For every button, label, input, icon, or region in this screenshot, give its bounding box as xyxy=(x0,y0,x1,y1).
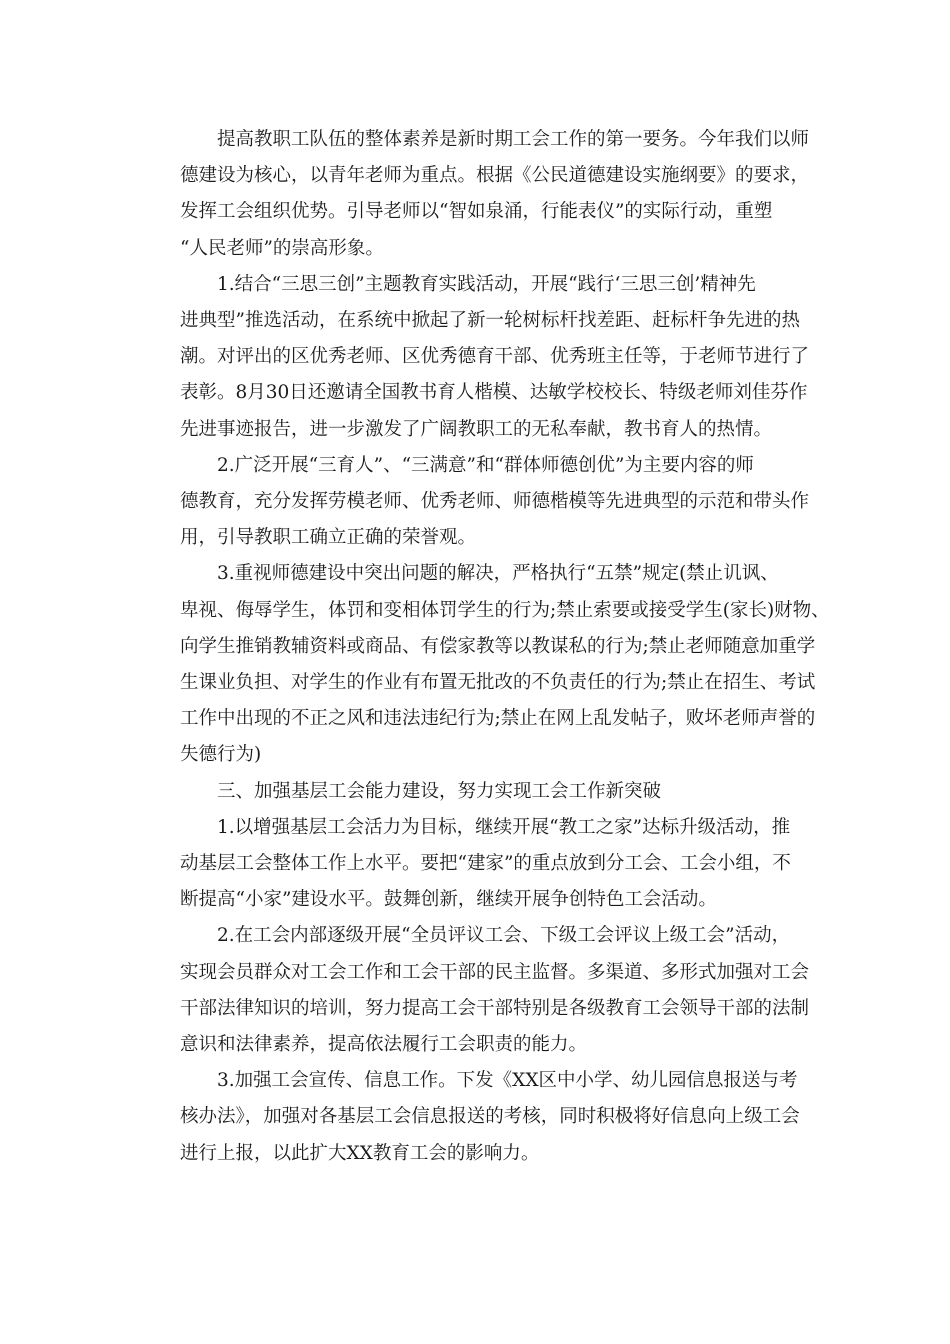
paragraph-section3-item-3 xyxy=(143,1063,823,1172)
text-line: 进典型”推选活动，在系统中掀起了新一轮树标杆找差距、赶标杆争先进的热 xyxy=(180,310,800,332)
text-line: 卑视、侮辱学生，体罚和变相体罚学生的行为;禁止索要或接受学生(家长)财物、 xyxy=(180,599,830,621)
text-line: 1.以增强基层工会活力为目标，继续开展“教工之家”达标升级活动，推 xyxy=(217,816,791,838)
text-line: 提高教职工队伍的整体素养是新时期工会工作的第一要务。今年我们以师 xyxy=(217,129,810,150)
text-line: 3.重视师德建设中突出问题的解决，严格执行“五禁”规定(禁止讥讽、 xyxy=(217,563,779,585)
text-line: 2.在工会内部逐级开展“全员评议工会、下级工会评议上级工会”活动， xyxy=(217,925,791,947)
text-line: 断提高“小家”建设水平。鼓舞创新，继续开展争创特色工会活动。 xyxy=(180,889,717,911)
paragraph-section3-item-1 xyxy=(143,810,823,919)
text-line: 1.结合“三思三创”主题教育实践活动，开展“践行‘三思三创’精神先 xyxy=(217,273,756,295)
text-line: 动基层工会整体工作上水平。要把“建家”的重点放到分工会、工会小组，不 xyxy=(180,853,791,875)
text-line: 先进事迹报告，进一步激发了广阔教职工的无私奉献，教书育人的热情。 xyxy=(180,418,773,440)
text-line: 进行上报，以此扩大XX教育工会的影响力。 xyxy=(180,1142,540,1164)
text-line: 向学生推销教辅资料或商品、有偿家教等以教谋私的行为;禁止老师随意加重学 xyxy=(180,635,816,657)
document-body xyxy=(143,122,830,1172)
text-line: 实现会员群众对工会工作和工会干部的民主监督。多渠道、多形式加强对工会 xyxy=(180,961,810,983)
text-line: 德教育，充分发挥劳模老师、优秀老师、师德楷模等先进典型的示范和带头作 xyxy=(180,491,810,513)
paragraph-section3-item-2 xyxy=(143,918,823,1063)
text-line: 生课业负担、对学生的作业有布置无批改的不负责任的行为;禁止在招生、考试 xyxy=(180,672,816,694)
paragraph-item-3 xyxy=(143,556,830,773)
section-heading-text: 三、加强基层工会能力建设，努力实现工会工作新突破 xyxy=(217,780,662,802)
paragraph-intro xyxy=(143,122,823,267)
text-line: 核办法》，加强对各基层工会信息报送的考核，同时积极将好信息向上级工会 xyxy=(180,1106,800,1128)
text-line: “人民老师”的崇高形象。 xyxy=(180,237,384,259)
text-line: 2.广泛开展“三育人”、“三满意”和“群体师德创优”为主要内容的师 xyxy=(217,454,754,476)
text-line: 表彰。8月30日还邀请全国教书育人楷模、达敏学校校长、特级老师刘佳芬作 xyxy=(180,382,808,404)
text-line: 干部法律知识的培训，努力提高工会干部特别是各级教育工会领导干部的法制 xyxy=(180,997,810,1019)
text-line: 意识和法律素养，提高依法履行工会职责的能力。 xyxy=(180,1034,588,1056)
paragraph-item-1 xyxy=(143,267,823,448)
section-heading-3 xyxy=(143,774,823,810)
text-line: 工作中出现的不正之风和违法违纪行为;禁止在网上乱发帖子，败坏老师声誉的 xyxy=(180,708,816,730)
text-line: 用，引导教职工确立正确的荣誉观。 xyxy=(180,527,477,549)
text-line: 潮。对评出的区优秀老师、区优秀德育干部、优秀班主任等，于老师节进行了 xyxy=(180,346,810,368)
text-line: 失德行为) xyxy=(180,744,262,766)
text-line: 德建设为核心，以青年老师为重点。根据《公民道德建设实施纲要》的要求， xyxy=(180,165,810,187)
paragraph-item-2 xyxy=(143,448,823,557)
text-line: 3.加强工会宣传、信息工作。下发《XX区中小学、幼儿园信息报送与考 xyxy=(217,1070,798,1092)
text-line: 发挥工会组织优势。引导老师以“智如泉涌，行能表仪”的实际行动，重塑 xyxy=(180,201,773,223)
